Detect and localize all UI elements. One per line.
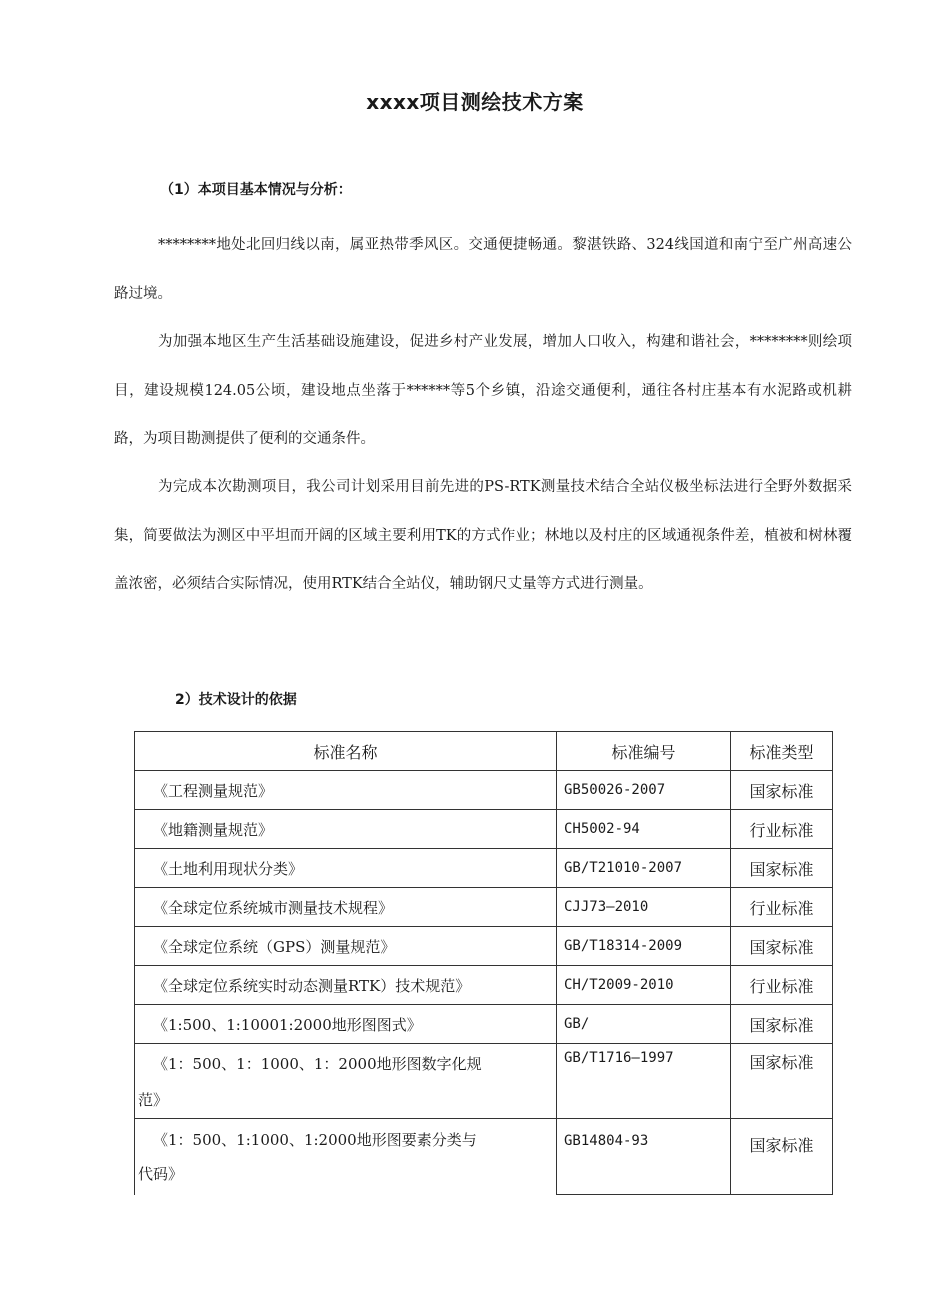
table-row bbox=[135, 849, 833, 888]
standard-type: 国家标准 bbox=[731, 1044, 833, 1119]
standard-name: 《全球定位系统（GPS）测量规范》 bbox=[135, 927, 557, 966]
standard-code: GB/T21010-2007 bbox=[557, 849, 731, 888]
standard-name-line-1: 《1：500、1：1000、1：2000地形图数字化规 bbox=[153, 1055, 482, 1073]
standard-code: GB50026-2007 bbox=[557, 771, 731, 810]
standard-type: 国家标准 bbox=[731, 927, 833, 966]
standard-code: GB/ bbox=[557, 1005, 731, 1044]
standard-type: 国家标准 bbox=[731, 1119, 833, 1195]
table-row bbox=[135, 927, 833, 966]
header-standard-code: 标准编号 bbox=[557, 732, 731, 771]
table-row bbox=[135, 771, 833, 810]
paragraph-location: ********地处北回归线以南，属亚热带季风区。交通便捷畅通。黎湛铁路、324线国道和南宁至广州高速公路过境。 bbox=[114, 237, 852, 302]
standard-code: CH/T2009-2010 bbox=[557, 966, 731, 1005]
standard-code: CJJ73—2010 bbox=[557, 888, 731, 927]
paragraph-project: 为加强本地区生产生活基础设施建设，促进乡村产业发展，增加人口收入，构建和谐社会，***​*****则绘项目，建设规模124.05公顷，建设地点坐落于******等5个乡镇，沿途交通便利，通往各村庄基本有水泥路或机耕路，为项目勘测提供了便利的交通条件。 bbox=[114, 334, 852, 447]
standard-name-line-2: 范》 bbox=[138, 1091, 169, 1109]
table-row bbox=[135, 1005, 833, 1044]
header-standard-type: 标准类型 bbox=[731, 732, 833, 771]
table-row bbox=[135, 810, 833, 849]
table-row bbox=[135, 966, 833, 1005]
standard-name bbox=[135, 1044, 557, 1119]
header-standard-name: 标准名称 bbox=[135, 732, 557, 771]
standards-table bbox=[134, 731, 833, 1195]
table-row bbox=[135, 888, 833, 927]
standard-name: 《1:500、1:10001:2000地形图图式》 bbox=[135, 1005, 557, 1044]
paragraph-method: 为完成本次勘测项目，我公司计划采用目前先进的PS-RTK测量技术结合全站仪极坐标法进行全野外数据采集，简要做法为测区中平坦而开阔的区域主要利用TK的方式作业；林地以及村庄的区域通视条件差，植被和树林覆盖浓密，必须结合实际情况，使用RTK结合全站仪，辅助钢尺丈量等方式进行测量。 bbox=[114, 479, 852, 592]
standard-name: 《工程测量规范》 bbox=[135, 771, 557, 810]
standard-name bbox=[135, 1119, 557, 1195]
standard-name-line-2: 代码》 bbox=[138, 1165, 184, 1183]
table-row bbox=[135, 1119, 833, 1195]
standard-name: 《全球定位系统城市测量技术规程》 bbox=[135, 888, 557, 927]
standard-name: 《全球定位系统实时动态测量RTK）技术规范》 bbox=[135, 966, 557, 1005]
standard-type: 行业标准 bbox=[731, 888, 833, 927]
section-1-heading: （1）本项目基本情况与分析： bbox=[160, 182, 352, 198]
document-title: xxxx项目测绘技术方案 bbox=[366, 90, 584, 114]
standard-code: CH5002-94 bbox=[557, 810, 731, 849]
standard-type: 行业标准 bbox=[731, 810, 833, 849]
table-row bbox=[135, 1044, 833, 1119]
standard-name-line-1: 《1：500、1:1000、1:2000地形图要素分类与 bbox=[153, 1131, 477, 1149]
table-header-row bbox=[135, 732, 833, 771]
standard-code: GB14804-93 bbox=[557, 1119, 731, 1195]
standard-type: 国家标准 bbox=[731, 1005, 833, 1044]
standard-type: 国家标准 bbox=[731, 771, 833, 810]
standard-code: GB/T18314-2009 bbox=[557, 927, 731, 966]
section-2-heading: 2）技术设计的依据 bbox=[175, 692, 297, 708]
standard-code: GB/T1716—1997 bbox=[557, 1044, 731, 1119]
standard-type: 行业标准 bbox=[731, 966, 833, 1005]
standard-name: 《土地利用现状分类》 bbox=[135, 849, 557, 888]
standard-type: 国家标准 bbox=[731, 849, 833, 888]
standard-name: 《地籍测量规范》 bbox=[135, 810, 557, 849]
